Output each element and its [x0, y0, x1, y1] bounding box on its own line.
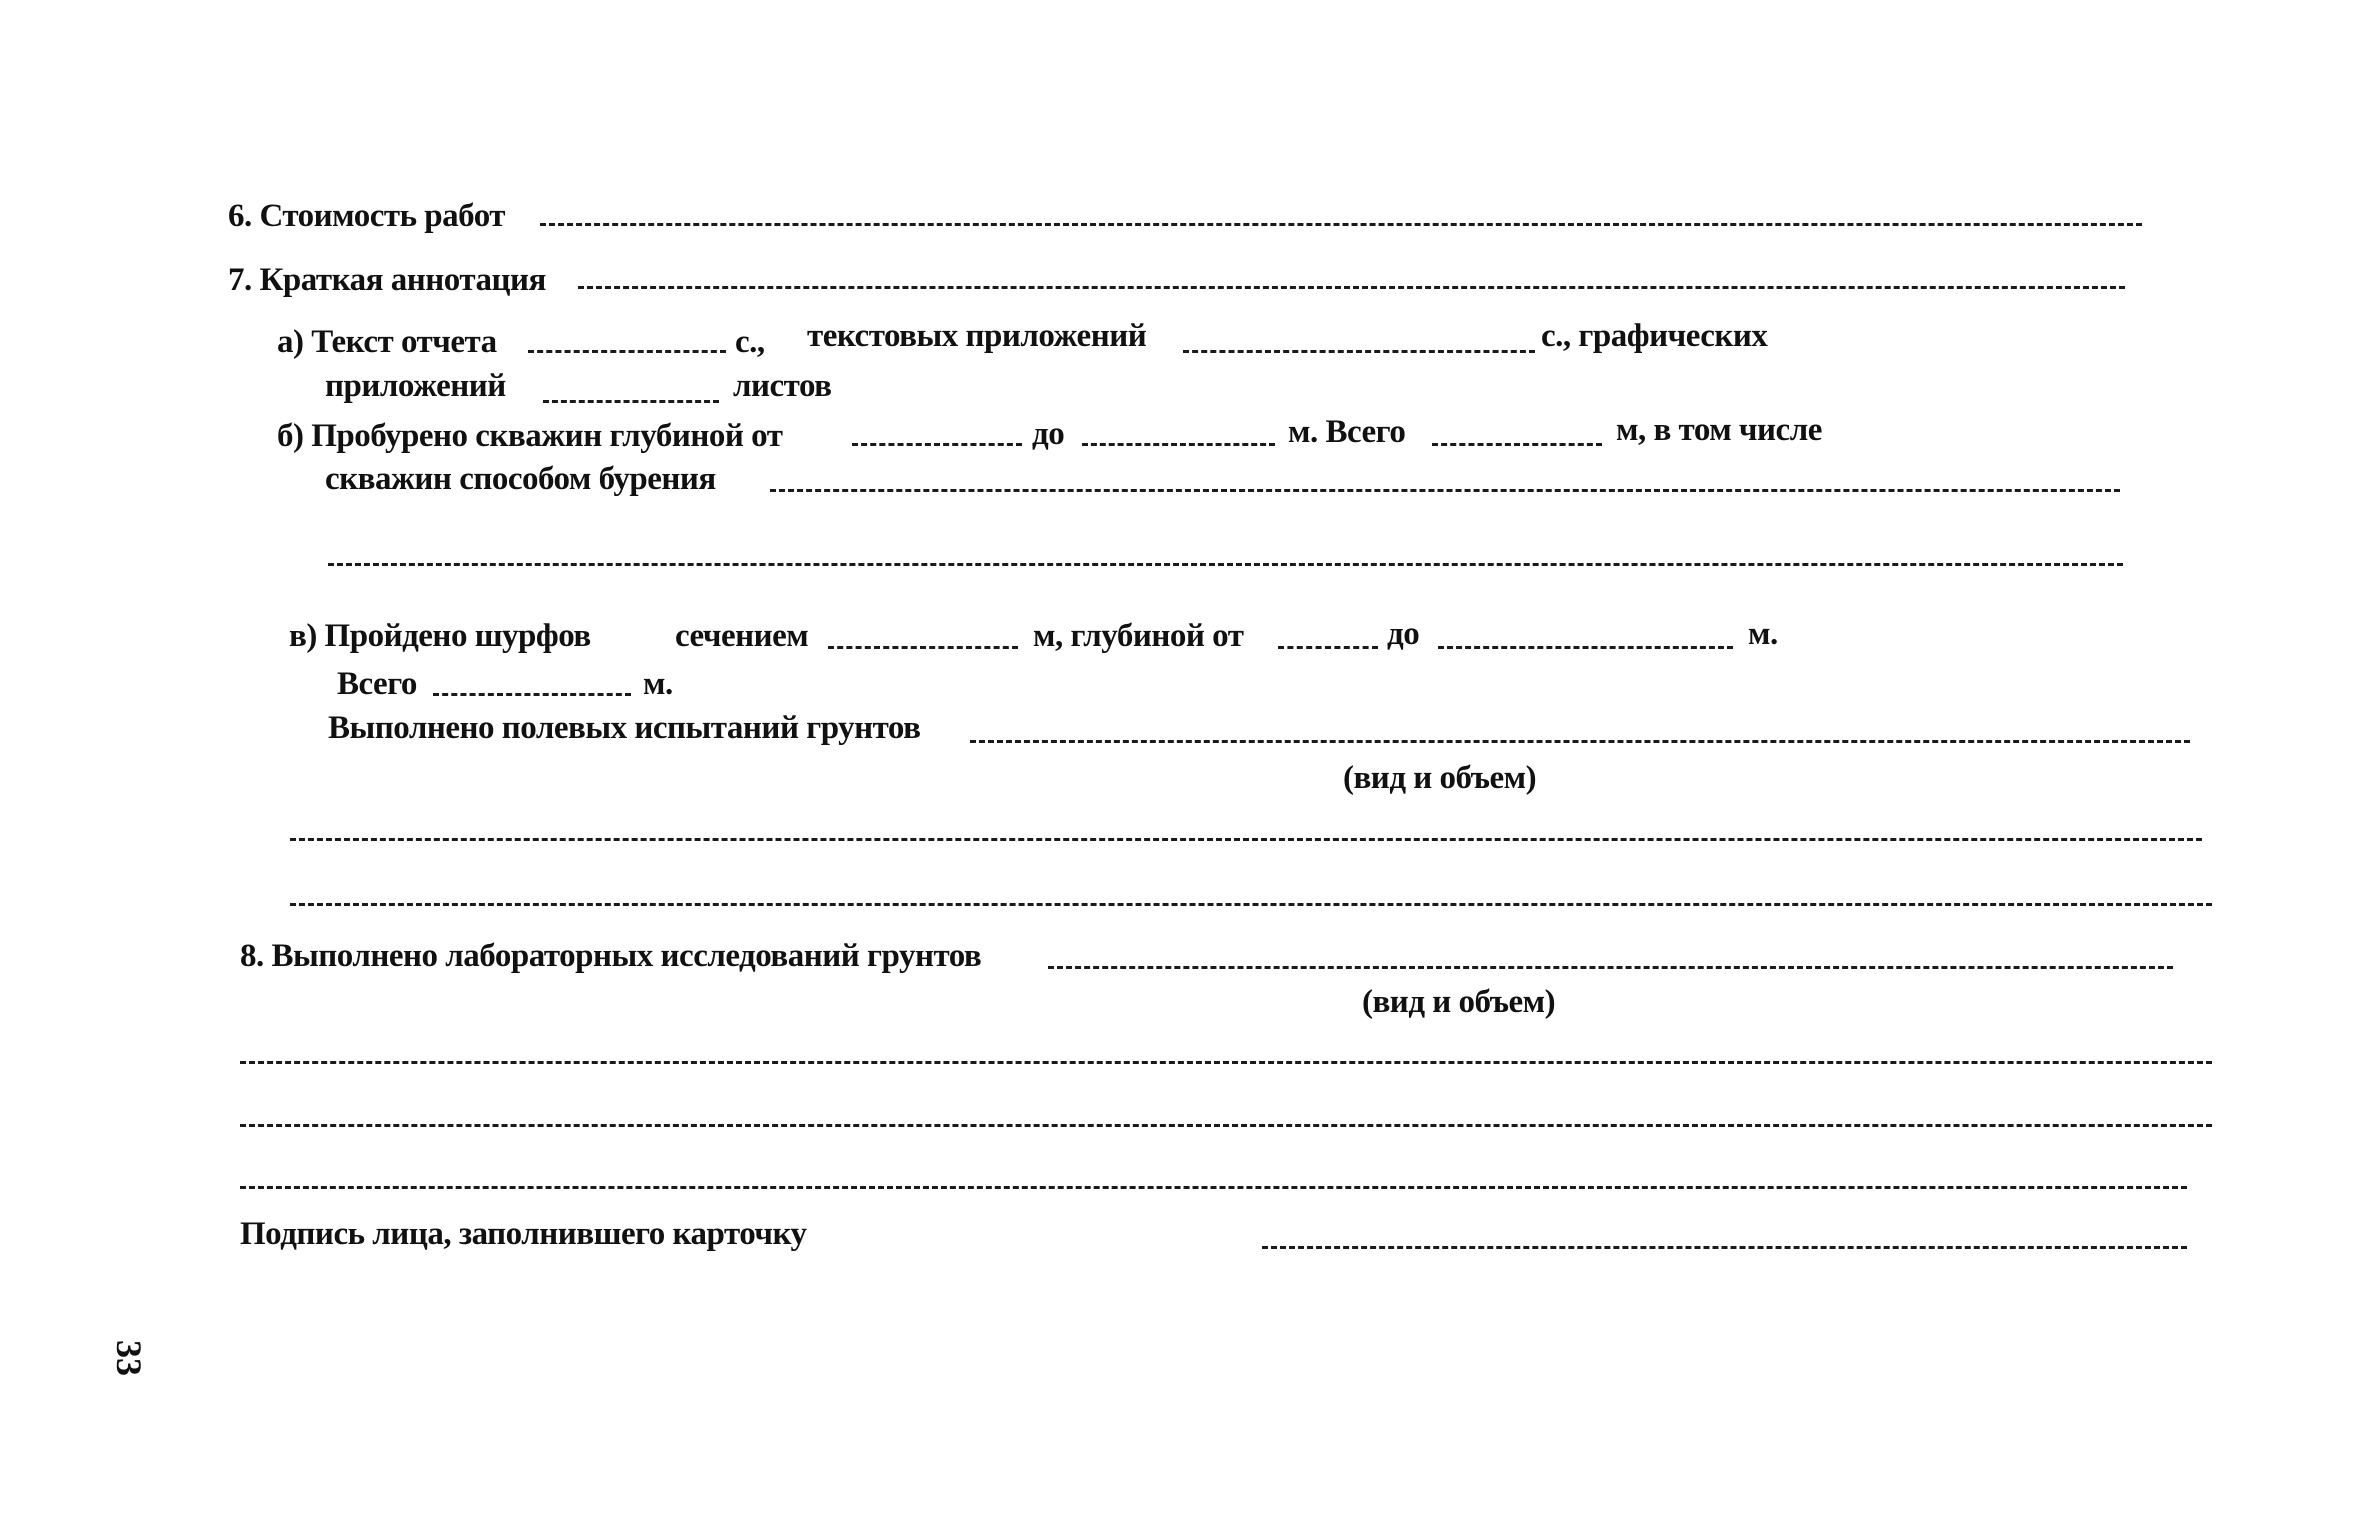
item-7c-pits-label: в) Пройдено шурфов — [289, 618, 591, 654]
item-7b-total-label: м. Всего — [1288, 414, 1406, 450]
item-7b-depth-to-field[interactable] — [1082, 443, 1275, 446]
item-7c-field-tests-label: Выполнено полевых испытаний грунтов — [328, 710, 921, 746]
item-7c-total-unit: м. — [643, 666, 673, 702]
item-7c-depth-to-field[interactable] — [1438, 646, 1733, 649]
item-7b-method-field-1[interactable] — [770, 489, 2120, 492]
item-7a-appendices-label: приложений — [325, 368, 506, 404]
item-8-label: 8. Выполнено лабораторных исследований грунтов — [240, 938, 982, 974]
item-7a-text-report-label: а) Текст отчета — [277, 324, 497, 360]
item-8-line-3[interactable] — [240, 1124, 2212, 1127]
item-7c-kind-volume-caption: (вид и объем) — [1343, 760, 1537, 796]
item-8-field[interactable] — [1048, 966, 2173, 969]
page-number: 33 — [109, 1340, 149, 1376]
item-7c-field-tests-field[interactable] — [970, 740, 2190, 743]
item-7a-text-appendices-label: текстовых приложений — [807, 318, 1147, 354]
item-7-label: 7. Краткая аннотация — [228, 262, 546, 298]
item-7a-pages-unit: с., — [735, 324, 765, 360]
item-8-kind-volume-caption: (вид и объем) — [1362, 984, 1556, 1020]
item-8-line-4[interactable] — [240, 1186, 2187, 1189]
item-7b-total-field[interactable] — [1432, 443, 1602, 446]
item-7c-total-label: Всего — [337, 666, 417, 702]
item-7c-depth-from-label: м, глубиной от — [1033, 618, 1244, 654]
item-7c-to-label: до — [1387, 616, 1420, 652]
item-7b-drilled-label: б) Пробурено скважин глубиной от — [277, 418, 783, 454]
item-7b-to-label: до — [1032, 416, 1065, 452]
item-7c-depth-from-field[interactable] — [1278, 646, 1378, 649]
item-7c-section-label: сечением — [675, 618, 809, 654]
item-7b-including-label: м, в том числе — [1616, 412, 1822, 448]
item-7b-method-field-2[interactable] — [328, 563, 2123, 566]
item-7-field[interactable] — [578, 286, 2125, 289]
item-7c-field-tests-line-3[interactable] — [290, 903, 2212, 906]
item-7c-field-tests-line-2[interactable] — [290, 838, 2202, 841]
item-7b-method-label: скважин способом бурения — [325, 461, 716, 497]
item-7c-total-field[interactable] — [433, 693, 631, 696]
signature-field[interactable] — [1262, 1246, 2187, 1249]
item-7a-sheets-field[interactable] — [543, 400, 719, 403]
item-7c-m-label: м. — [1748, 616, 1778, 652]
item-7a-sheets-label: листов — [733, 368, 832, 404]
item-6-label: 6. Стоимость работ — [228, 198, 505, 234]
item-6-field[interactable] — [540, 223, 2142, 226]
item-7b-depth-from-field[interactable] — [852, 443, 1022, 446]
item-8-line-2[interactable] — [240, 1061, 2212, 1064]
item-7a-graphic-label: с., графических — [1541, 318, 1768, 354]
item-7a-pages-field[interactable] — [528, 350, 726, 353]
item-7c-section-field[interactable] — [828, 646, 1018, 649]
signature-label: Подпись лица, заполнившего карточку — [240, 1216, 807, 1252]
item-7a-text-appendices-field[interactable] — [1183, 350, 1535, 353]
